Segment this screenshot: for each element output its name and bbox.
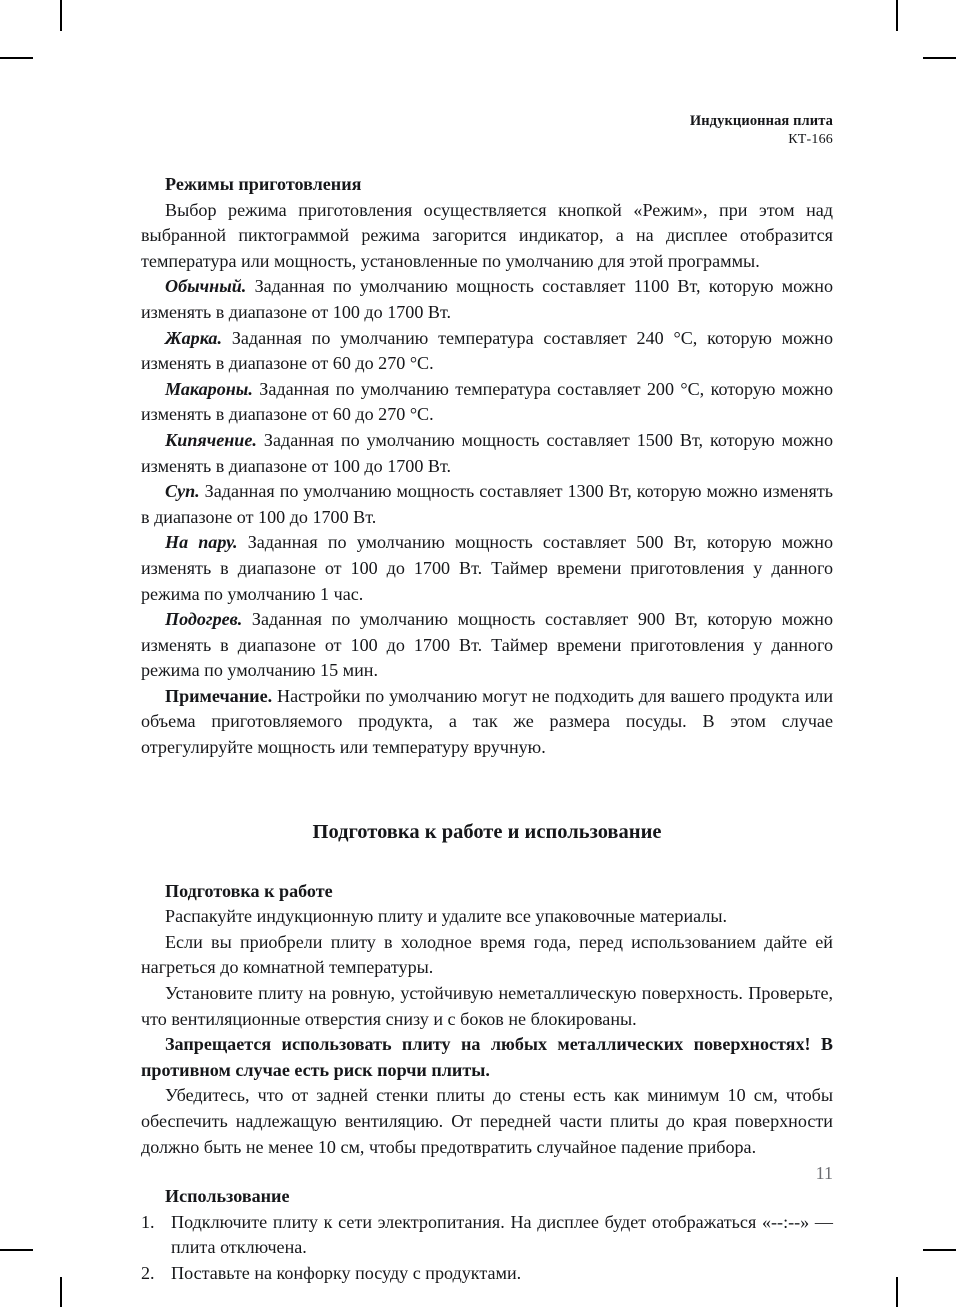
mode-name-steam: На пару. <box>165 532 238 553</box>
mode-paragraph-warm <box>141 607 833 684</box>
mode-paragraph-fry <box>141 326 833 377</box>
paragraph-warning-metal-surfaces: Запрещается использовать плиту на любых металлических поверхностях! В противном случае есть риск порчи плиты. <box>141 1034 833 1080</box>
paragraph-modes-intro: Выбор режима приготовления осуществляется кнопкой «Режим», при этом над выбранной пиктограммой режима загорится индикатор, а на дисплее отобразится температура или мощность, установленные по умолчанию для этой программы. <box>141 199 833 271</box>
section-spacer-top <box>141 761 833 819</box>
running-head-model: КТ-166 <box>788 131 833 147</box>
crop-mark-top-left-vertical <box>60 0 62 31</box>
heading-usage: Использование <box>165 1186 290 1207</box>
mode-paragraph-soup <box>141 479 833 530</box>
mode-paragraph-steam <box>141 530 833 607</box>
crop-mark-top-right-vertical <box>896 0 898 31</box>
mode-name-warm: Подогрев. <box>165 609 243 630</box>
list-item-text: Поставьте на конфорку посуду с продуктами. <box>171 1262 522 1283</box>
mode-text-soup: Заданная по умолчанию мощность составляет 1300 Вт, которую можно изменять в диапазоне от 100 до 1700 Вт. <box>141 481 833 527</box>
running-head <box>690 112 833 148</box>
usage-steps-list <box>141 1210 833 1287</box>
paragraph-clearance: Убедитесь, что от задней стенки плиты до стены есть как минимум 10 см, чтобы обеспечить надлежащую вентиляцию. От передней части плиты до края поверхности должно быть не менее 10 см, чтобы предотвратить случайное падение прибора. <box>141 1085 833 1157</box>
list-item <box>141 1261 833 1287</box>
paragraph-note <box>141 684 833 761</box>
mode-paragraph-boil <box>141 428 833 479</box>
note-label: Примечание. <box>165 685 273 706</box>
crop-mark-bottom-left-horizontal <box>0 1249 33 1251</box>
crop-mark-top-left-horizontal <box>0 57 33 59</box>
mode-text-fry: Заданная по умолчанию температура составляет 240 °C, которую можно изменять в диапазоне от 60 до 270 °C. <box>141 327 833 374</box>
crop-mark-bottom-left-vertical <box>60 1277 62 1307</box>
paragraph-cold-weather: Если вы приобрели плиту в холодное время года, перед использованием дайте ей нагреться до комнатной температуры. <box>141 931 833 978</box>
crop-mark-bottom-right-horizontal <box>923 1249 956 1251</box>
note-text: Настройки по умолчанию могут не подходить для вашего продукта или объема приготовляемого продукта, а так же размера посуды. В этом случае отрегулируйте мощность или температуру вручную. <box>141 685 833 758</box>
heading-preparation-and-use: Подготовка к работе и использование <box>312 820 662 843</box>
page-body <box>141 172 833 1287</box>
heading-preparation: Подготовка к работе <box>165 880 333 901</box>
running-head-title: Индукционная плита <box>689 113 833 129</box>
mode-text-regular: Заданная по умолчанию мощность составляет 1100 Вт, которую можно изменять в диапазоне от 100 до 1700 Вт. <box>141 276 833 322</box>
list-item-text: Подключите плиту к сети электропитания. На дисплее будет отображаться «--:--» — плита отключена. <box>171 1211 833 1258</box>
crop-mark-bottom-right-vertical <box>896 1277 898 1307</box>
mode-paragraph-pasta <box>141 377 833 428</box>
mode-paragraph-regular <box>141 274 833 325</box>
paragraph-unpack: Распакуйте индукционную плиту и удалите все упаковочные материалы. <box>165 906 728 927</box>
crop-mark-top-right-horizontal <box>923 57 956 59</box>
mode-name-soup: Суп. <box>165 481 200 502</box>
mode-text-steam: Заданная по умолчанию мощность составляет 500 Вт, которую можно изменять в диапазоне от 100 до 1700 Вт. Таймер времени приготовления у данного режима по умолчанию 1 час. <box>141 532 833 604</box>
list-item-number: 1. <box>141 1211 155 1232</box>
list-item <box>141 1210 833 1261</box>
mode-name-regular: Обычный. <box>165 276 247 297</box>
paragraph-surface: Установите плиту на ровную, устойчивую неметаллическую поверхность. Проверьте, что вентиляционные отверстия снизу и с боков не блокированы. <box>141 983 833 1029</box>
heading-cooking-modes: Режимы приготовления <box>165 174 362 194</box>
mode-text-pasta: Заданная по умолчанию температура составляет 200 °C, которую можно изменять в диапазоне от 60 до 270 °C. <box>141 378 833 425</box>
page-number: 11 <box>815 1163 833 1183</box>
mode-name-pasta: Макароны. <box>165 378 253 399</box>
mode-text-boil: Заданная по умолчанию мощность составляет 1500 Вт, которую можно изменять в диапазоне от 100 до 1700 Вт. <box>141 429 833 476</box>
mode-name-fry: Жарка. <box>165 327 222 348</box>
section-spacer-bottom <box>141 845 833 879</box>
list-item-number: 2. <box>141 1262 155 1283</box>
mode-text-warm: Заданная по умолчанию мощность составляет 900 Вт, которую можно изменять в диапазоне от 100 до 1700 Вт. Таймер времени приготовления у данного режима по умолчанию 15 мин. <box>141 609 834 681</box>
mode-name-boil: Кипячение. <box>165 429 257 450</box>
